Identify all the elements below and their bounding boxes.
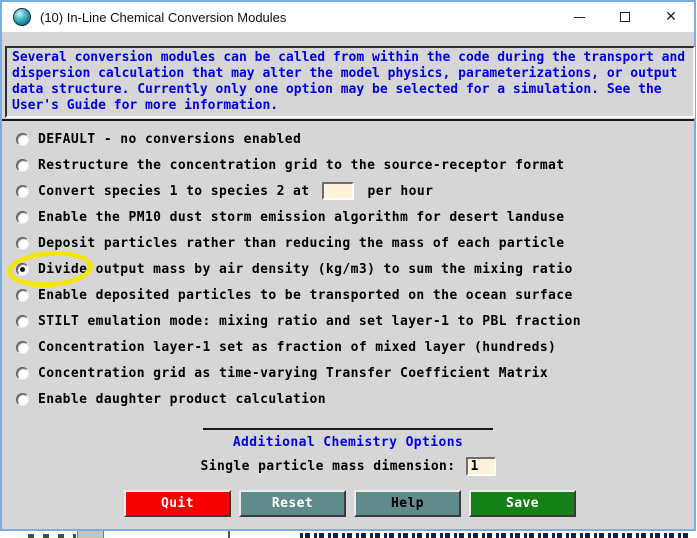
mass-dimension-row [2,457,694,476]
clipped-background-content [28,534,76,538]
background-window-strip [0,531,697,538]
window-title: (10) In-Line Chemical Conversion Modules [40,9,287,25]
help-button[interactable]: Help [354,490,461,517]
title-bar [2,2,694,32]
conversion-rate-input[interactable] [322,182,354,200]
option-daughter-product[interactable] [16,386,694,412]
option-label: Restructure the concentration grid to the source-receptor format [38,157,565,173]
action-button-row [124,490,694,517]
radio-icon[interactable] [16,237,29,250]
mass-dimension-input[interactable] [466,457,496,476]
option-deposit-particles[interactable] [16,230,694,256]
option-label: Divide output mass by air density (kg/m3) to sum the mixing ratio [38,261,573,277]
option-label-suffix: per hour [367,183,434,199]
radio-icon[interactable] [16,185,29,198]
radio-icon[interactable] [16,289,29,302]
radio-icon[interactable] [16,367,29,380]
option-convert-species[interactable] [16,178,694,204]
close-button[interactable] [648,2,694,32]
radio-icon[interactable] [16,159,29,172]
option-restructure-grid[interactable] [16,152,694,178]
close-icon: ✕ [665,9,677,25]
radio-icon[interactable] [16,211,29,224]
option-label: Deposit particles rather than reducing the mass of each particle [38,235,565,251]
radio-icon[interactable] [16,263,29,276]
additional-chemistry-options-label: Additional Chemistry Options [232,435,464,450]
option-label: Enable deposited particles to be transported on the ocean surface [38,287,573,303]
option-divide-air-density[interactable] [16,256,694,282]
maximize-button[interactable] [602,2,648,32]
option-label: Enable the PM10 dust storm emission algorithm for desert landuse [38,209,565,225]
option-label: Enable daughter product calculation [38,391,326,407]
option-label: STILT emulation mode: mixing ratio and set layer-1 to PBL fraction [38,313,581,329]
radio-icon[interactable] [16,315,29,328]
clipped-background-text [300,533,690,538]
option-layer1-fraction[interactable] [16,334,694,360]
option-label: DEFAULT - no conversions enabled [38,131,302,147]
option-label: Concentration layer-1 set as fraction of mixed layer (hundreds) [38,339,557,355]
save-button[interactable]: Save [469,490,576,517]
minimize-icon [574,17,585,18]
app-globe-icon [13,8,31,26]
radio-icon[interactable] [16,341,29,354]
description-text: Several conversion modules can be called from within the code during the transport and dispersion calculation that may alter the model physics, parameterizations, or output data structure. Currently only one option may be selected for a simulation. See the User's Guide for more information. [5,46,695,118]
option-default[interactable] [16,126,694,152]
option-pm10-dust[interactable] [16,204,694,230]
options-list [2,121,694,412]
maximize-icon [620,12,630,22]
clipped-background-divider [228,531,230,538]
mass-dimension-label: Single particle mass dimension: [200,459,456,474]
option-label: Convert species 1 to species 2 at [38,183,310,199]
option-stilt-emulation[interactable] [16,308,694,334]
minimize-button[interactable] [556,2,602,32]
footer-separator [203,428,493,430]
option-ocean-surface[interactable] [16,282,694,308]
quit-button[interactable]: Quit [124,490,231,517]
option-label: Concentration grid as time-varying Transfer Coefficient Matrix [38,365,549,381]
radio-icon[interactable] [16,133,29,146]
clipped-background-box [77,531,104,538]
radio-icon[interactable] [16,393,29,406]
option-tcm-matrix[interactable] [16,360,694,386]
caption-controls [556,2,694,32]
reset-button[interactable]: Reset [239,490,346,517]
